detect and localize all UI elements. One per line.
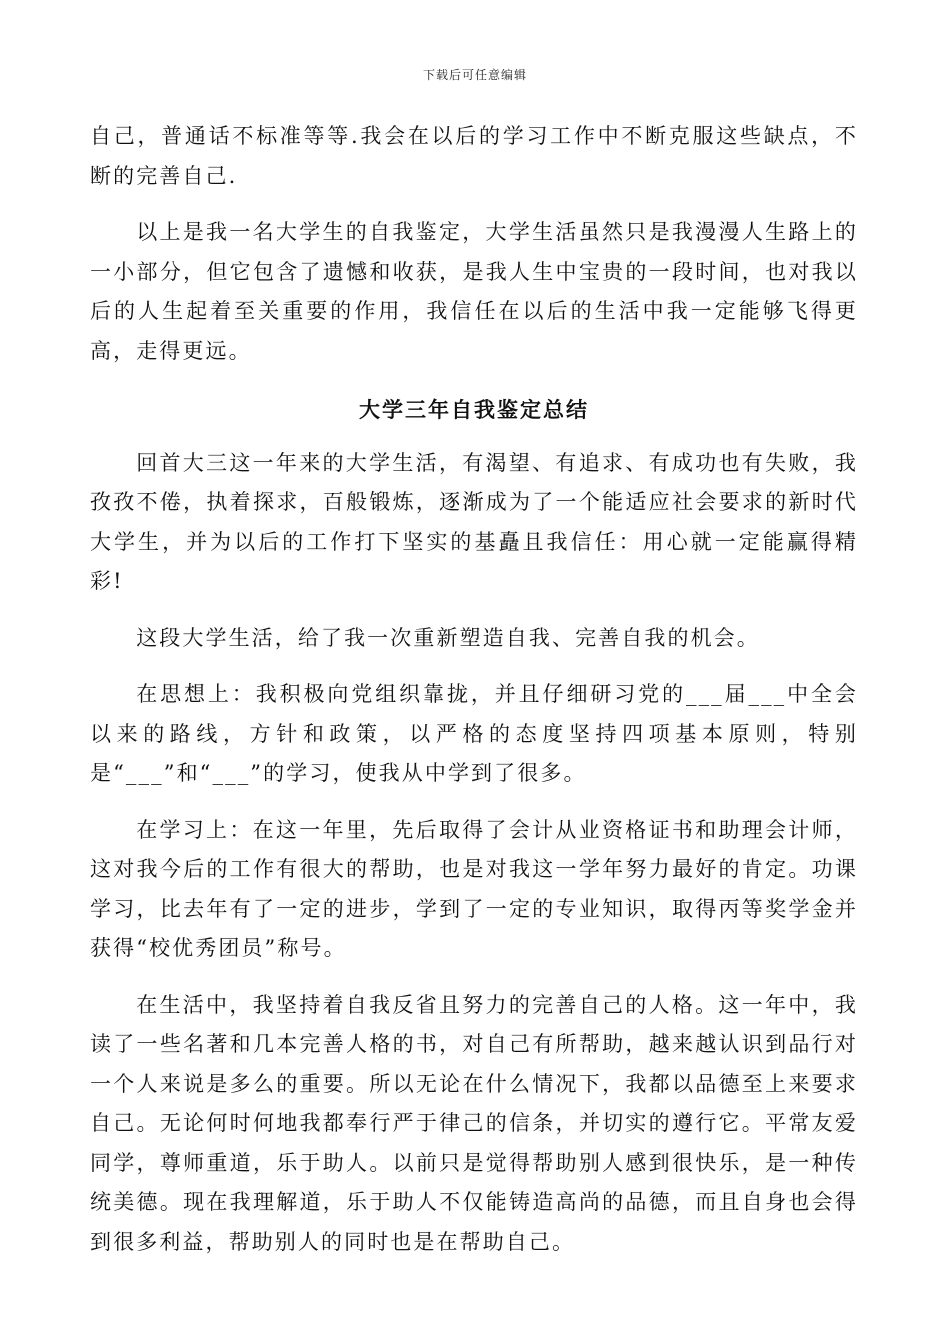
paragraph-opportunity: 这段大学生活，给了我一次重新塑造自我、完善自我的机会。: [136, 625, 760, 650]
paragraph-intro: 回首大三这一年来的大学生活，有渴望、有追求、有成功也有失败，我孜孜不倦，执着探求，百般锻炼，逐渐成为了一个能适应社会要求的新时代大学生，并为以后的工作打下坚实的基矗且我信任：用心就一定能赢得精彩!: [90, 450, 858, 593]
paragraph-life: 在生活中，我坚持着自我反省且努力的完善自己的人格。这一年中，我读了一些名著和几本完善人格的书，对自己有所帮助，越来越认识到品行对一个人来说是多么的重要。所以无论在什么情况下，我都以品德至上来要求自己。无论何时何地我都奉行严于律己的信条，并切实的遵行它。平常友爱同学，尊师重道，乐于助人。以前只是觉得帮助别人感到很快乐，是一种传统美德。现在我理解道，乐于助人不仅能铸造高尚的品德，而且自身也会得到很多利益，帮助别人的同时也是在帮助自己。: [90, 992, 858, 1254]
page-header-note: 下载后可任意编辑: [422, 68, 527, 82]
paragraph-continuation: 自己，普通话不标准等等.我会在以后的学习工作中不断克服这些缺点，不断的完善自己.: [90, 124, 858, 188]
paragraph-thought: 在思想上：我积极向党组织靠拢，并且仔细研习党的___届___中全会以来的路线，方针和政策，以严格的态度坚持四项基本原则，特别是“___”和“___”的学习，使我从中学到了很多。: [90, 682, 858, 785]
paragraph-conclusion: 以上是我一名大学生的自我鉴定，大学生活虽然只是我漫漫人生路上的一小部分，但它包含了遗憾和收获，是我人生中宝贵的一段时间，也对我以后的人生起着至关重要的作用，我信任在以后的生活中我一定能够飞得更高，走得更远。: [90, 220, 858, 363]
paragraph-study: 在学习上：在这一年里，先后取得了会计从业资格证书和助理会计师，这对我今后的工作有很大的帮助，也是对我这一学年努力最好的肯定。功课学习，比去年有了一定的进步，学到了一定的专业知识，取得丙等奖学金并获得“校优秀团员”称号。: [90, 817, 858, 960]
document-body: [90, 117, 858, 1262]
section-title: 大学三年自我鉴定总结: [359, 397, 589, 422]
